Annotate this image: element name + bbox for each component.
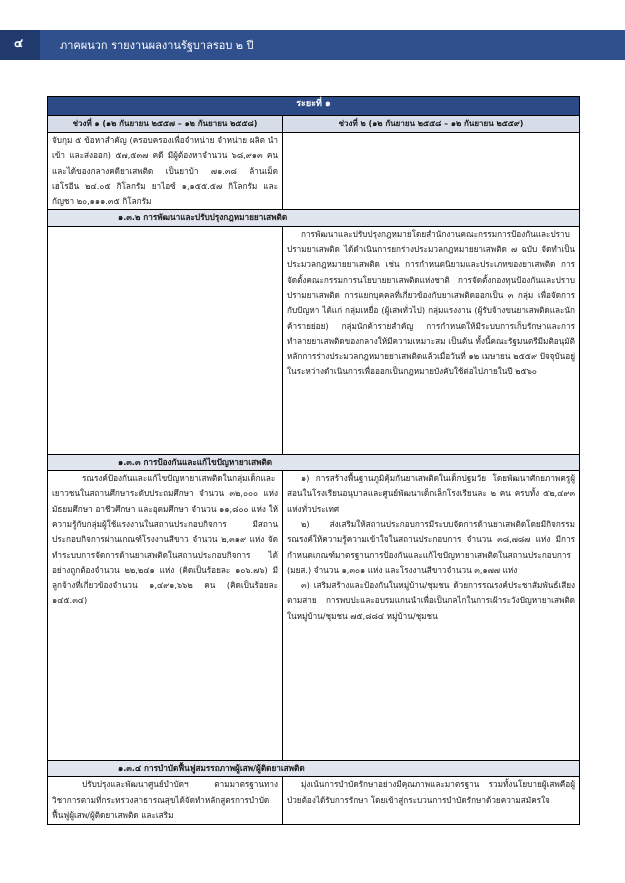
section-title-law: ๑.๓.๒ การพัฒนาและปรับปรุงกฎหมายยาเสพติด [48, 210, 580, 226]
law-col1-cell [48, 226, 283, 454]
rehab-col2-paragraph: มุ่งเน้นการบำบัดรักษาอย่างมีคุณภาพและมาตรฐาน รวมทั้งนโยบายผู้เสพคือผู้ป่วยต้องได้รับการรักษา โดยเข้าสู่กระบวนการบำบัดรักษาด้วยความสมัครใจ [287, 779, 575, 805]
law-col2-cell [283, 226, 580, 454]
header-title: ภาคผนวก รายงานผลงานรัฐบาลรอบ ๒ ปี [60, 39, 254, 52]
rehab-col1-cell [48, 777, 283, 825]
law-paragraph: การพัฒนาและปรับปรุงกฎหมายโดยสำนักงานคณะกรรมการป้องกันและปราบปรามยาเสพติด ได้ดำเนินการยกร่างประมวลกฎหมายยาเสพติด ๗ ฉบับ จัดทำเป็นประมวลกฎหมายยาเสพติด เช่น การกำหนดนิยามและประเภทของยาเสพติด การจัดตั้งคณะกรรมการนโยบายยาเสพติดแห่งชาติ การจัดตั้งกองทุนป้องกันและปราบปรามยาเสพติด การแยกบุคคลที่เกี่ยวข้องกับยาเสพติดออกเป็น ๓ กลุ่ม เพื่อจัดการกับปัญหา ได้แก่ กลุ่มเหยื่อ (ผู้เสพทั่วไป) กลุ่มแรงงาน (ผู้รับจ้างขนยาเสพติดและนักค้ารายย่อย) กลุ่มนักค้ารายสำคัญ การกำหนดให้มีระบบการเก็บรักษาและการทำลายยาเสพติดของกลางให้มีความเหมาะสม เป็นต้น ทั้งนี้คณะรัฐมนตรีมีมติอนุมัติหลักการร่างประมวลกฎหมายยาเสพติดแล้วเมื่อวันที่ ๑๒ เมษายน ๒๕๕๙ ปัจจุบันอยู่ในระหว่างดำเนินการเพื่อออกเป็นกฎหมายบังคับใช้ต่อไปภายในปี ๒๕๖๐ [287, 228, 575, 377]
col1-header: ช่วงที่ ๑ (๑๒ กันยายน ๒๕๕๗ – ๑๒ กันยายน ๒๕๕๘) [48, 116, 283, 133]
report-table [47, 96, 580, 825]
rehab-col2-cell [283, 777, 580, 825]
col2-header: ช่วงที่ ๒ (๑๒ กันยายน ๒๕๕๘ – ๑๒ กันยายน ๒๕๕๙) [283, 116, 580, 133]
prevention-col2-cell [283, 471, 580, 761]
prevention-col1-paragraph: รณรงค์ป้องกันและแก้ไขปัญหายาเสพติดในกลุ่มเด็กและเยาวชนในสถานศึกษาระดับประถมศึกษา จำนวน ๓๒,๐๐๐ แห่ง มัธยมศึกษา อาชีวศึกษา และอุดมศึกษา จำนวน ๑๑,๘๐๐ แห่ง ให้ความรู้กับกลุ่มผู้ใช้แรงงานในสถานประกอบกิจการ มีสถานประกอบกิจการผ่านเกณฑ์โรงงานสีขาว จำนวน ๒,๓๑๙ แห่ง จัดทำระบบการจัดการด้านยาเสพติดในสถานประกอบกิจการ ได้อย่างถูกต้องจำนวน ๒๒,๒๔๑ แห่ง (คิดเป็นร้อยละ ๑๐๖.๗๖) มีลูกจ้างที่เกี่ยวข้องจำนวน ๑,๔๙๑,๖๖๒ คน (คิดเป็นร้อยละ ๑๔๕.๓๔) [52, 473, 278, 606]
prevention-item-1: ๑) การสร้างพื้นฐานภูมิคุ้มกันยาเสพติดในเด็กปฐมวัย โดยพัฒนาศักยภาพครูผู้สอนในโรงเรียนอนุบาลและศูนย์พัฒนาเด็กเล็กโรงเรียนละ ๒ คน ครบทั้ง ๕๒,๔๙๓ แห่งทั่วประเทศ [287, 473, 575, 514]
page-header [0, 0, 625, 62]
prevention-item-3: ๓) เสริมสร้างและป้องกันในหมู่บ้าน/ชุมชน ด้วยการรณรงค์ประชาสัมพันธ์เสียงตามสาย การพบปะและอบรมแกนนำเพื่อเป็นกลไกในการเฝ้าระวังปัญหายาเสพติดในหมู่บ้าน/ชุมชน ๗๕,๘๘๔ หมู่บ้าน/ชุมชน [287, 580, 575, 621]
arrest-summary-cell: จับกุม ๕ ข้อหาสำคัญ (ครอบครองเพื่อจำหน่าย จำหน่าย ผลิต นำเข้า และส่งออก) ๕๗,๕๓๗ คดี มีผู้ต้องหาจำนวน ๖๘,๙๑๓ คน และได้ของกลางคดียาเสพติด เป็นยาบ้า ๗๑.๓๘ ล้านเม็ด เฮโรอีน ๒๔.๐๕ กิโลกรัม ยาไอซ์ ๑,๑๕๕.๕๗ กิโลกรัม และกัญชา ๒๐,๑๑๑.๓๕ กิโลกรัม [48, 133, 283, 210]
empty-cell [283, 133, 580, 210]
prevention-col1-cell [48, 471, 283, 761]
period-title: ระยะที่ ๑ [48, 97, 580, 116]
page-number: ๔ [14, 36, 24, 50]
rehab-col1-paragraph: ปรับปรุงและพัฒนาศูนย์บำบัดฯ ตามมาตรฐานทางวิชาการตามที่กระทรวงสาธารณสุขได้จัดทำหลักสูตรการบำบัดฟื้นฟูผู้เสพ/ผู้ติดยาเสพติด และเสริม [52, 779, 278, 820]
section-title-prevention: ๑.๓.๓ การป้องกันและแก้ไขปัญหายาเสพติด [48, 454, 580, 470]
prevention-item-2: ๒) ส่งเสริมให้สถานประกอบการมีระบบจัดการด้านยาเสพติดโดยมีกิจกรรมรณรงค์ให้ความรู้ความเข้าใจในสถานประกอบการ จำนวน ๓๘,๗๘๗ แห่ง มีการกำหนดเกณฑ์มาตรฐานการป้องกันและแก้ไขปัญหายาเสพติดในสถานประกอบการ (มยส.) จำนวน ๑,๓๐๑ แห่ง และโรงงานสีขาวจำนวน ๓,๑๗๗ แห่ง [287, 518, 575, 575]
section-title-rehab: ๑.๓.๔ การบำบัดฟื้นฟูสมรรถภาพผู้เสพ/ผู้ติดยาเสพติด [48, 761, 580, 777]
